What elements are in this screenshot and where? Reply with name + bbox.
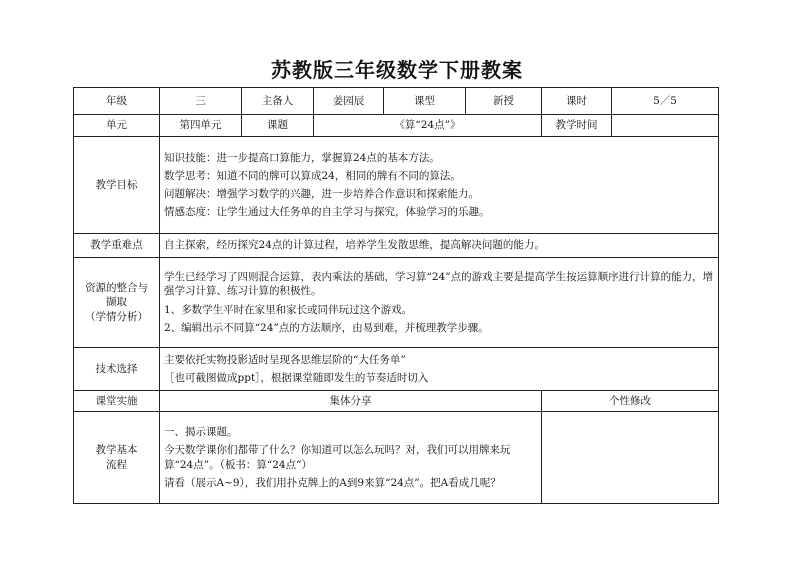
resources-point-2: 2、编辑出示不同算“24”点的方法顺序，由易到难，并梳理教学步骤。 bbox=[164, 321, 489, 334]
resources-point-1: 1、多数学生平时在家里和家长或同伴玩过这个游戏。 bbox=[164, 303, 413, 316]
page-title: 苏教版三年级数学下册教案 bbox=[271, 58, 523, 82]
flow-content bbox=[160, 412, 542, 504]
flow-intro: 今天数学课你们都带了什么？你知道可以怎么玩吗？对，我们可以用牌来玩算“24点”。（板书：算“24点”） bbox=[164, 444, 511, 471]
info-row-1 bbox=[74, 88, 719, 115]
topic-value: 《算“24点”》 bbox=[314, 115, 542, 137]
goal-attitude: 情感态度：让学生通过大任务单的自主学习与探究，体验学习的乐趣。 bbox=[164, 206, 490, 219]
tech-label: 技术选择 bbox=[74, 348, 160, 391]
author-value: 姜园辰 bbox=[314, 88, 384, 115]
tech-line-2: ［也可截图做成ppt］，根据课堂随即发生的节奏适时切入 bbox=[164, 372, 429, 384]
tech-content bbox=[160, 348, 719, 391]
flow-label-line1: 教学基本 bbox=[95, 444, 138, 457]
period-value: 5／5 bbox=[612, 88, 719, 115]
keypoints-row bbox=[74, 234, 719, 258]
resources-content bbox=[160, 258, 719, 348]
keypoints-text: 自主探索，经历探究24点的计算过程，培养学生发散思维，提高解决问题的能力。 bbox=[160, 234, 719, 258]
time-label: 教学时间 bbox=[542, 115, 612, 137]
period-label: 课时 bbox=[542, 88, 612, 115]
flow-label-line2: 流程 bbox=[106, 458, 127, 471]
flow-question: 请看（展示A~9），我们用扑克牌上的A到9来算“24点”。把A看成几呢？ bbox=[164, 476, 501, 489]
resources-row bbox=[74, 258, 719, 348]
time-value bbox=[612, 115, 719, 137]
author-label: 主备人 bbox=[242, 88, 314, 115]
resources-label-line3: （学情分析） bbox=[85, 310, 148, 323]
impl-shared-header: 集体分享 bbox=[160, 391, 542, 412]
goal-thinking: 数学思考：知道不同的牌可以算成24，相同的牌有不同的算法。 bbox=[164, 169, 461, 182]
unit-value: 第四单元 bbox=[160, 115, 242, 137]
info-row-2 bbox=[74, 115, 719, 137]
grade-value: 三 bbox=[160, 88, 242, 115]
goals-row bbox=[74, 137, 719, 234]
grade-label: 年级 bbox=[74, 88, 160, 115]
impl-row bbox=[74, 391, 719, 412]
goal-problem-solving: 问题解决：增强学习数学的兴趣，进一步培养合作意识和探索能力。 bbox=[164, 188, 479, 200]
resources-label bbox=[74, 258, 160, 348]
flow-step-title: 一、揭示课题。 bbox=[164, 426, 238, 439]
type-value: 新授 bbox=[466, 88, 542, 115]
flow-label bbox=[74, 412, 160, 504]
unit-label: 单元 bbox=[74, 115, 160, 137]
flow-note bbox=[542, 412, 719, 504]
lesson-plan-table bbox=[73, 87, 719, 504]
tech-line-1: 主要依托实物投影适时呈现各思维层阶的“大任务单” bbox=[164, 353, 406, 366]
type-label: 课型 bbox=[384, 88, 466, 115]
impl-label: 课堂实施 bbox=[74, 391, 160, 412]
keypoints-label: 教学重难点 bbox=[74, 234, 160, 258]
resources-analysis: 学生已经学习了四则混合运算，表内乘法的基础，学习算“24”点的游戏主要是提高学生按运算顺序进行计算的能力，增强学习计算、练习计算的积极性。 bbox=[164, 271, 714, 298]
goals-label: 教学目标 bbox=[74, 137, 160, 234]
goal-knowledge: 知识技能：进一步提高口算能力，掌握算24点的基本方法。 bbox=[164, 151, 440, 164]
resources-label-line1: 资源的整合与 bbox=[85, 282, 148, 295]
goals-content bbox=[160, 137, 719, 234]
flow-row bbox=[74, 412, 719, 504]
topic-label: 课题 bbox=[242, 115, 314, 137]
resources-label-line2: 撷取 bbox=[106, 296, 127, 309]
tech-row bbox=[74, 348, 719, 391]
impl-personal-header: 个性修改 bbox=[542, 391, 719, 412]
